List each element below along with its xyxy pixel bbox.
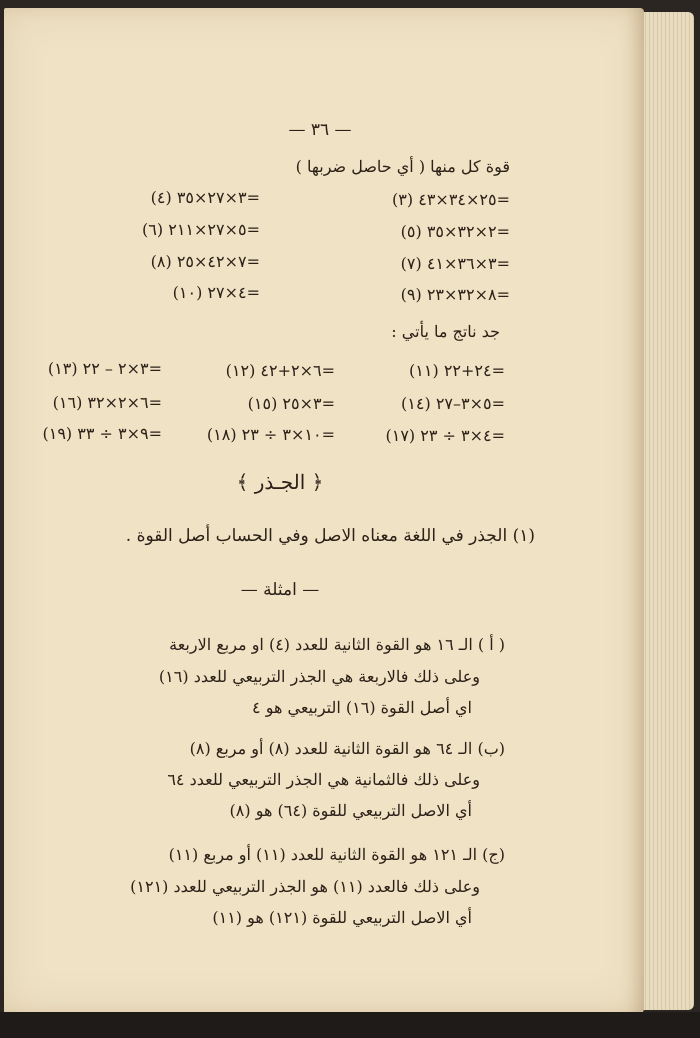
- find-label: جد ناتج ما يأتي :: [391, 322, 500, 341]
- bottom-shadow: [0, 1012, 700, 1038]
- example-c-line-2: وعلى ذلك فالعدد (١١) هو الجذر التربيعي للعدد (١٢١): [130, 877, 480, 896]
- example-c-line-1: (ج) الـ ١٢١ هو القوة الثانية للعدد (١١) أو مربع (١١): [168, 845, 505, 864]
- find-17: (١٧) ٤×٣ ÷ ٢٣=: [385, 426, 505, 445]
- find-18: (١٨) ١٠×٣ ÷ ٢٣=: [206, 425, 335, 444]
- power-5: (٥) ٢×٣٢×٣٥=: [400, 222, 510, 241]
- find-19: (١٩) ٩×٣ ÷ ٣٣=: [42, 424, 162, 443]
- find-11: (١١) ٢٤+٢٢=: [409, 361, 505, 380]
- example-b-line-3: أي الاصل التربيعي للقوة (٦٤) هو (٨): [229, 801, 472, 820]
- find-13: (١٣) ٣×٢ – ٢٢=: [47, 359, 162, 378]
- power-8: (٨) ٧×٤٢×٢٥=: [150, 252, 260, 271]
- page-number: — ٣٦ —: [288, 120, 352, 140]
- examples-title: — امثلة —: [240, 580, 320, 600]
- example-b-line-1: (ب) الـ ٦٤ هو القوة الثانية للعدد (٨) أو مربع (٨): [189, 739, 505, 758]
- power-6: (٦) ٥×٢٧×٢١١=: [142, 220, 260, 239]
- example-a-line-2: وعلى ذلك فالاربعة هي الجذر التربيعي للعدد (١٦): [158, 667, 480, 686]
- definition: (١) الجذر في اللغة معناه الاصل وفي الحساب أصل القوة .: [125, 526, 535, 546]
- find-12: (١٢) ٦×٢+٤٢=: [225, 361, 335, 380]
- intro-line: قوة كل منها ( أي حاصل ضربها ): [295, 157, 510, 176]
- example-c-line-3: أي الاصل التربيعي للقوة (١٢١) هو (١١): [212, 908, 472, 927]
- example-b-line-2: وعلى ذلك فالثمانية هي الجذر التربيعي للعدد ٦٤: [167, 770, 480, 789]
- find-16: (١٦) ٦×٢×٣٢=: [52, 393, 162, 412]
- power-9: (٩) ٨×٣٢×٢٣=: [400, 285, 510, 304]
- section-title: ﴿ الجـذر ﴾: [236, 470, 324, 494]
- example-a-line-1: ( أ ) الـ ١٦ هو القوة الثانية للعدد (٤) او مربع الاربعة: [169, 635, 505, 654]
- power-3: (٣) ٢٥×٣٤×٤٣=: [392, 190, 510, 209]
- example-a-line-3: اي أصل القوة (١٦) التربيعي هو ٤: [252, 698, 472, 717]
- find-15: (١٥) ٣×٢٥=: [247, 394, 335, 413]
- power-10: (١٠) ٤×٢٧=: [172, 283, 260, 302]
- power-7: (٧) ٣×٣٦×٤١=: [400, 254, 510, 273]
- find-14: (١٤) ٥×٣–٢٧=: [401, 394, 505, 413]
- power-4: (٤) ٣×٢٧×٣٥=: [150, 188, 260, 207]
